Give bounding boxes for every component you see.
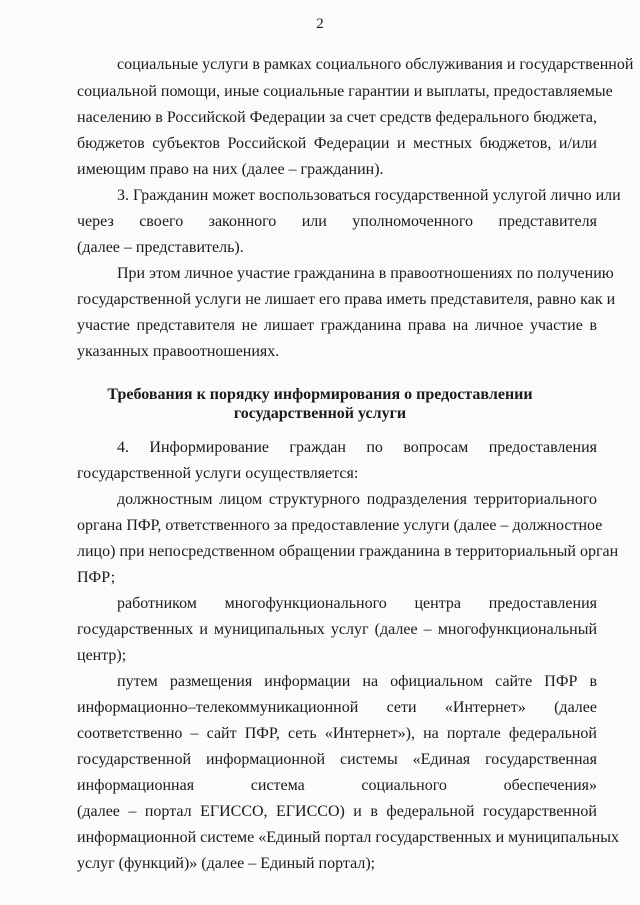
text-line: работником многофункционального центра предоставления: [117, 595, 597, 612]
text-line: 3. Гражданин может воспользоваться государственной услугой лично или: [117, 187, 621, 204]
section-heading: Требования к порядку информирования о предоставлении: [107, 386, 533, 403]
text-line: через своего законного или уполномоченного представителя: [77, 213, 597, 230]
text-line: государственной услуги не лишает его права иметь представителя, равно как и: [77, 291, 616, 308]
text-line: имеющим право на них (далее – гражданин).: [77, 161, 384, 178]
text-line: центр);: [77, 647, 127, 664]
text-line: 4. Информирование граждан по вопросам предоставления: [117, 439, 597, 456]
text-line: (далее – представитель).: [77, 239, 244, 256]
text-line: бюджетов субъектов Российской Федерации и местных бюджетов, и/или: [77, 135, 597, 152]
text-line: указанных правоотношениях.: [77, 343, 280, 360]
text-line: соответственно – сайт ПФР, сеть «Интернет»), на портале федеральной: [77, 725, 597, 742]
text-line: должностным лицом структурного подразделения территориального: [117, 491, 597, 508]
text-line: При этом личное участие гражданина в правоотношениях по получению: [117, 265, 614, 282]
text-line: услуг (функций)» (далее – Единый портал);: [77, 855, 376, 872]
text-line: лицо) при непосредственном обращении гражданина в территориальный орган: [77, 543, 619, 560]
section-heading-line-2: государственной услуги: [233, 405, 407, 422]
text-line: государственной информационной системы «Единая государственная: [77, 751, 597, 768]
text-line: путем размещения информации на официальном сайте ПФР в: [117, 673, 597, 690]
text-line: социальные услуги в рамках социального обслуживания и государственной: [117, 56, 634, 73]
text-line: участие представителя не лишает гражданина права на личное участие в: [77, 317, 597, 334]
text-line: населению в Российской Федерации за счет средств федерального бюджета,: [77, 109, 597, 126]
text-line: ПФР;: [77, 569, 116, 586]
text-line: информационно–телекоммуникационной сети «Интернет» (далее: [77, 699, 597, 716]
text-line: государственных и муниципальных услуг (далее – многофункциональный: [77, 621, 597, 638]
text-line: органа ПФР, ответственного за предоставление услуги (далее – должностное: [77, 517, 603, 534]
text-line: государственной услуги осуществляется:: [77, 465, 359, 482]
text-line: информационной системе «Единый портал государственных и муниципальных: [77, 829, 619, 846]
text-line: социальной помощи, иные социальные гарантии и выплаты, предоставляемые: [77, 83, 613, 100]
text-line: информационная система социального обеспечения»: [77, 777, 597, 794]
text-line: (далее – портал ЕГИССО, ЕГИССО) и в федеральной государственной: [77, 803, 597, 820]
page-number: 2: [316, 16, 324, 32]
